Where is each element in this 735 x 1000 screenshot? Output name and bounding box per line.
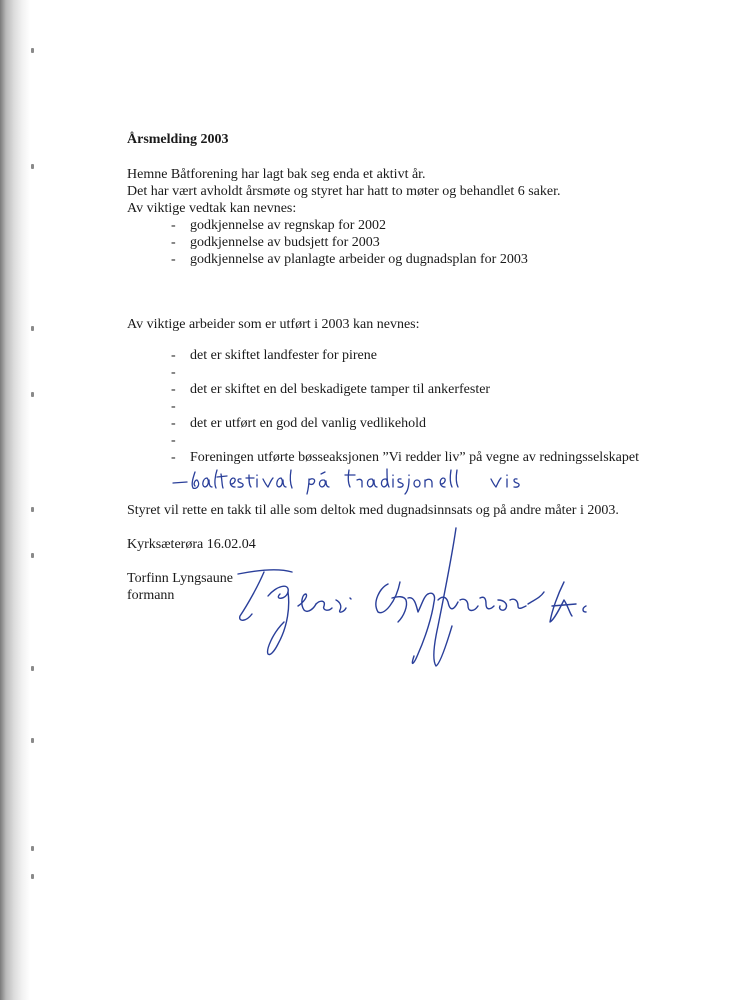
intro-line: Det har vært avholdt årsmøte og styret har hatt to møter og behandlet 6 saker. <box>127 184 561 199</box>
bullet-dash: - <box>171 433 176 448</box>
intro-paragraph <box>127 166 707 217</box>
thanks-paragraph: Styret vil rette en takk til alle som deltok med dugnadsinnsats og på andre måter i 2003. <box>127 503 619 518</box>
scan-mark <box>31 507 34 512</box>
intro-line: Hemne Båtforening har lagt bak seg enda et aktivt år. <box>127 167 426 182</box>
place-date: Kyrksæterøra 16.02.04 <box>127 537 256 552</box>
list-item: - Foreningen utførte bøsseaksjonen ”Vi redder liv” på vegne av redningsselskapet <box>171 450 639 465</box>
list-item: - godkjennelse av regnskap for 2002 <box>171 218 386 233</box>
bullet-dash: - <box>171 416 176 431</box>
list-item: - det er skiftet en del beskadigete tamper til ankerfester <box>171 382 491 397</box>
scan-mark <box>31 326 34 331</box>
scan-mark <box>31 666 34 671</box>
signer-role: formann <box>127 588 175 603</box>
vedtak-list <box>127 217 707 268</box>
scan-mark <box>31 48 34 53</box>
intro-line: Av viktige vedtak kan nevnes: <box>127 201 297 216</box>
scan-mark <box>31 164 34 169</box>
bullet-dash: - <box>171 348 176 363</box>
scan-mark <box>31 392 34 397</box>
signature <box>228 526 628 676</box>
list-item <box>127 432 707 449</box>
bullet-dash: - <box>171 382 176 397</box>
arbeider-intro: Av viktige arbeider som er utført i 2003 kan nevnes: <box>127 317 420 332</box>
arbeider-list <box>127 347 707 466</box>
bullet-dash: - <box>171 450 176 465</box>
bullet-dash: - <box>171 252 176 267</box>
scan-edge-shadow <box>0 0 30 1000</box>
list-item <box>127 398 707 415</box>
list-item: - godkjennelse av budsjett for 2003 <box>171 235 380 250</box>
handwritten-addition <box>171 466 707 496</box>
list-item <box>127 364 707 381</box>
bullet-dash: - <box>171 365 176 380</box>
document-title: Årsmelding 2003 <box>127 132 229 147</box>
list-item: - godkjennelse av planlagte arbeider og dugnadsplan for 2003 <box>171 252 528 267</box>
list-item: - det er utført en god del vanlig vedlikehold <box>171 416 426 431</box>
scan-mark <box>31 846 34 851</box>
scan-mark <box>31 553 34 558</box>
scan-mark <box>31 738 34 743</box>
bullet-dash: - <box>171 399 176 414</box>
bullet-dash: - <box>171 218 176 233</box>
bullet-dash: - <box>171 235 176 250</box>
signer-name: Torfinn Lyngsaune <box>127 571 233 586</box>
scan-mark <box>31 874 34 879</box>
handwritten-addition-drawing <box>171 466 551 496</box>
list-item: - det er skiftet landfester for pirene <box>171 348 377 363</box>
